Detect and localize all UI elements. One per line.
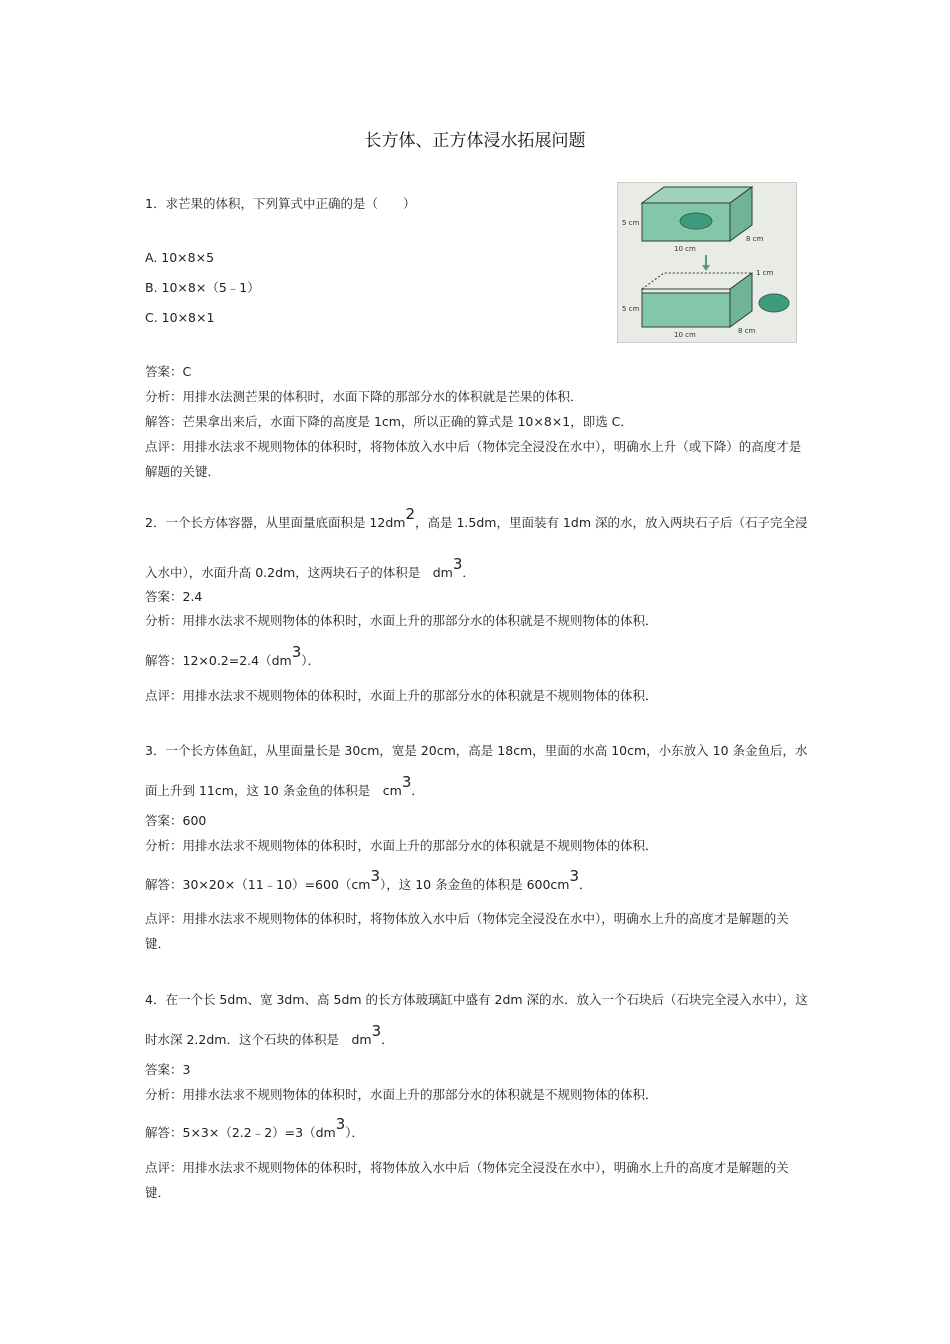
q3-comment: 点评：用排水法求不规则物体的体积时，将物体放入水中后（物体完全浸没在水中），明确水上升的高度才是解题的关键． <box>145 911 789 951</box>
q3-question <box>145 731 810 811</box>
q2-question-sup-a: 2 <box>405 505 415 523</box>
bottom-box-side <box>730 273 752 327</box>
q3-question-part-a: 3．一个长方体鱼缸，从里面量长是 30cm，宽是 20cm，高是 18cm，里面的水高 10cm，小东放入 10 条金鱼后，水面上升到 11cm，这 10 条金鱼的体积是 cm <box>145 743 808 798</box>
tank-diagram <box>618 183 796 342</box>
bottom-height-label: 5 cm <box>622 305 640 313</box>
q2-solution-sup: 3 <box>291 643 302 661</box>
q4-solution-sup: 3 <box>335 1115 346 1133</box>
q1-comment: 点评：用排水法求不规则物体的体积时，将物体放入水中后（物体完全浸没在水中），明确水上升（或下降）的高度才是解题的关键． <box>145 439 802 479</box>
q3-solution-sup1: 3 <box>370 867 380 885</box>
top-height-label: 5 cm <box>622 219 640 227</box>
q2-analysis: 分析：用排水法求不规则物体的体积时，水面上升的那部分水的体积就是不规则物体的体积． <box>145 613 658 628</box>
q1-option-a: A. 10×8×5 <box>145 250 215 265</box>
q3-solution-sup2: 3 <box>569 867 580 885</box>
bottom-box-water <box>642 293 730 327</box>
q3-answer: 答案：600 <box>145 813 207 828</box>
q2-answer: 答案：2.4 <box>145 589 203 604</box>
q4-question-part-a: 4．在一个长 5dm、宽 3dm、高 5dm 的长方体玻璃缸中盛有 2dm 深的水．放入一个石块后（石块完全浸入水中），这时水深 2.2dm．这个石块的体积是 dm <box>145 992 808 1047</box>
q4-question-part-b: ． <box>381 1032 394 1047</box>
q1-answer: 答案：C <box>145 364 192 379</box>
q2-question <box>145 498 810 598</box>
mango-shape-out <box>759 294 789 312</box>
q2-question-part-a: 2．一个长方体容器，从里面量底面积是 12dm <box>145 515 406 530</box>
q2-solution-part-a: 解答：12×0.2=2.4（dm <box>145 653 292 668</box>
q4-analysis: 分析：用排水法求不规则物体的体积时，水面上升的那部分水的体积就是不规则物体的体积． <box>145 1087 658 1102</box>
bottom-width-label: 8 cm <box>738 327 756 335</box>
q4-solution-part-b: ）． <box>345 1125 365 1140</box>
q4-question-sup: 3 <box>371 1022 382 1040</box>
page-title: 长方体、正方体浸水拓展问题 <box>364 131 586 151</box>
q3-analysis: 分析：用排水法求不规则物体的体积时，水面上升的那部分水的体积就是不规则物体的体积． <box>145 838 658 853</box>
q4-solution-part-a: 解答：5×3×（2.2﹣2）=3（dm <box>145 1125 336 1140</box>
q3-question-part-b: ． <box>411 783 424 798</box>
q1-figure <box>617 182 797 343</box>
q2-comment: 点评：用排水法求不规则物体的体积时，水面上升的那部分水的体积就是不规则物体的体积． <box>145 688 658 703</box>
q4-answer: 答案：3 <box>145 1062 191 1077</box>
q1-question: 1．求芒果的体积，下列算式中正确的是（ ） <box>145 196 416 211</box>
bottom-length-label: 10 cm <box>674 331 696 339</box>
q1-analysis: 分析：用排水法测芒果的体积时，水面下降的那部分水的体积就是芒果的体积． <box>145 389 583 404</box>
drop-label: 1 cm <box>756 269 774 277</box>
q1-option-b: B. 10×8×（5﹣1） <box>145 280 260 295</box>
q2-solution <box>145 643 321 670</box>
q2-solution-part-b: ）． <box>301 653 321 668</box>
q3-solution <box>145 867 592 894</box>
q2-question-part-b: ，高是 1.5dm，里面装有 1dm 深的水，放入两块石子后（石子完全浸入水中），水面升高 0.2dm，这两块石子的体积是 dm <box>145 515 808 580</box>
q4-question <box>145 980 810 1060</box>
q2-question-sup-b: 3 <box>452 555 463 573</box>
q4-solution <box>145 1115 365 1142</box>
mango-shape-top <box>680 213 712 229</box>
q4-comment: 点评：用排水法求不规则物体的体积时，将物体放入水中后（物体完全浸没在水中），明确水上升的高度才是解题的关键． <box>145 1160 789 1200</box>
arrow-head <box>702 265 710 271</box>
q3-solution-part-a: 解答：30×20×（11﹣10）=600（cm <box>145 877 371 892</box>
q3-solution-part-b: ），这 10 条金鱼的体积是 600cm <box>380 877 570 892</box>
q2-question-part-c: ． <box>462 565 475 580</box>
q1-solution: 解答：芒果拿出来后，水面下降的高度是 1cm，所以正确的算式是 10×8×1，即选 C． <box>145 414 633 429</box>
q1-option-c: C. 10×8×1 <box>145 310 215 325</box>
top-length-label: 10 cm <box>674 245 696 253</box>
top-width-label: 8 cm <box>746 235 764 243</box>
q3-question-sup: 3 <box>401 773 412 791</box>
q3-solution-part-c: ． <box>579 877 592 892</box>
